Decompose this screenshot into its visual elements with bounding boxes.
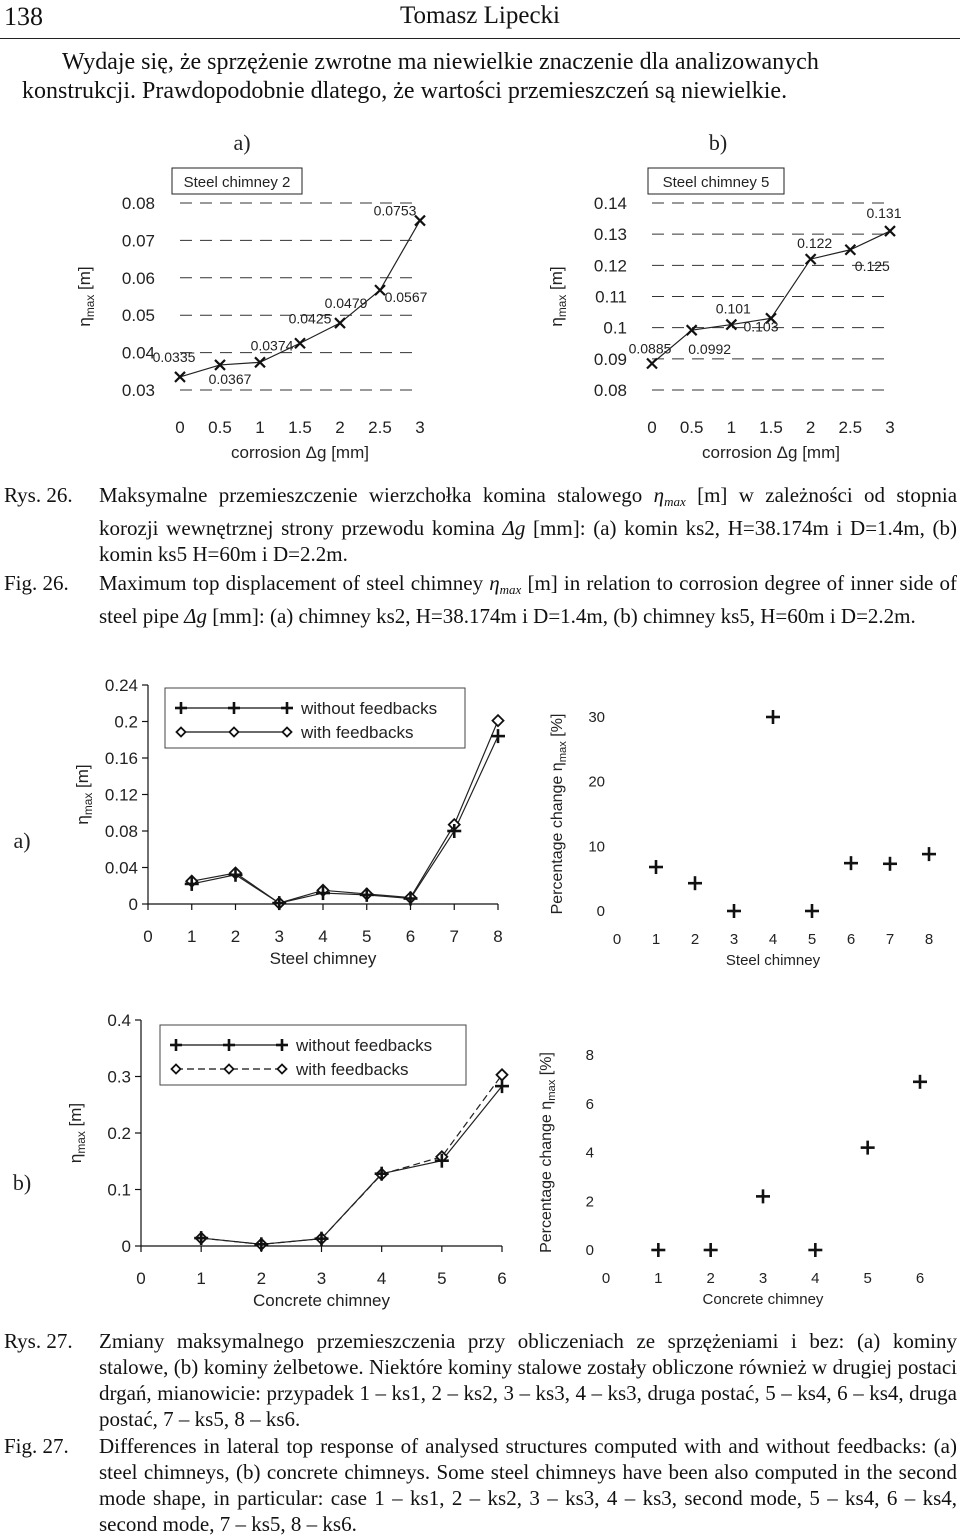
series-line-with-feedbacks (201, 1075, 502, 1245)
caption-delta-g: Δg (184, 604, 207, 628)
caption-text: Differences in lateral top response of analysed structures computed with and without feedbacks: (a) steel chimneys, (b) concrete chimneys. Some steel chimneys have been also computed in the second mode shape, in particular: case 1 – ks1, 2 – ks2, 3 – ks3, 4 – ks3, second mode, 5 – ks4, 6 – ks4, second mode, 7 – ks5, 8 – ks6. (99, 1434, 957, 1536)
caption-text: [mm]: (a) chimney ks2, H=38.174m i D=1.4m, (b) chimney ks5, H=60m i D=2.2m. (212, 604, 916, 628)
caption-text: [mm]: (a) komin ks2, (533, 516, 721, 540)
legend-label-with-feedbacks: with feedbacks (296, 1060, 409, 1079)
data-label: 0.0374 (250, 337, 294, 354)
y-tick-label: 0.1 (603, 318, 627, 338)
x-axis-label: Concrete chimney (702, 1291, 824, 1308)
x-tick-label: 2 (690, 931, 700, 948)
x-tick-label: 4 (376, 1269, 387, 1288)
data-point (649, 860, 663, 874)
data-point (913, 1075, 927, 1089)
data-point (194, 1231, 208, 1245)
y-tick-label: 0.12 (593, 256, 627, 276)
chart-concrete-displacement (66, 1011, 509, 1310)
x-tick-label: 2 (256, 1269, 267, 1288)
y-axis-label: Percentage change $\eta_{max}$ [%] (549, 713, 569, 915)
y-tick-label: 0.04 (121, 343, 155, 363)
running-head-author: Tomasz Lipecki (400, 2, 560, 29)
caption-delta-g: Δg (502, 516, 526, 540)
x-tick-label: 7 (885, 931, 895, 948)
caption-text: [m] in relation to corrosion degree of inner side of steel pipe (99, 571, 957, 628)
fig27-label-a: a) (13, 828, 31, 853)
y-tick-label: 30 (588, 709, 605, 726)
x-tick-label: 4 (318, 927, 328, 946)
data-point (885, 226, 895, 236)
series-line-without-feedbacks (192, 736, 498, 903)
caption-text: H=38.174m i D=1.4m, (b) komin ks5 H=60m i D=2.2m. (99, 516, 958, 566)
caption-text: Zmiany maksymalnego przemieszczenia przy obliczeniach ze sprzężeniami i bez: (a) kominy stalowe, (b) kominy żelbetowe. Niektóre kominy stalowe zostały obliczone również w drugiej postaci drgań, mianowicie: przypadek 1 – ks1, 2 – ks2, 3 – ks3, 4 – ks3, druga postać, 5 – ks4, 6 – ks4, druga postać, 7 – ks5, 8 – ks6. (99, 1329, 957, 1431)
y-axis-label: Percentage change $\eta_{max}$ [%] (538, 1052, 558, 1253)
series-line-without-feedbacks (201, 1086, 502, 1244)
x-tick-label: 1 (255, 418, 265, 437)
x-axis-label: Concrete chimney (252, 1291, 391, 1310)
caption-sub: max (664, 494, 686, 509)
data-point (806, 254, 816, 264)
data-point (808, 1243, 822, 1257)
fig27-caption-en (4, 1433, 960, 1537)
x-tick-label: 3 (885, 418, 895, 437)
data-point (647, 359, 657, 369)
fig26-label-a: a) (233, 130, 251, 155)
y-tick-label: 2 (585, 1193, 594, 1211)
data-label: 0.125 (854, 257, 890, 274)
caption-sub: max (499, 582, 522, 597)
x-tick-label: 3 (415, 418, 425, 437)
data-point (805, 904, 819, 918)
y-tick-label: 4 (585, 1144, 594, 1162)
x-tick-label: 5 (437, 1269, 447, 1288)
x-tick-label: 0.5 (679, 418, 704, 437)
caption-label: Rys. 27. (4, 1329, 73, 1353)
y-tick-label: 6 (585, 1095, 594, 1113)
y-tick-label: 8 (585, 1047, 594, 1064)
y-tick-label: 0.05 (121, 306, 155, 326)
x-tick-label: 6 (497, 1269, 507, 1288)
x-tick-label: 2 (335, 418, 345, 437)
fig26-caption-en (4, 570, 960, 660)
y-axis-label: $\eta_{max}$ [m] (73, 764, 95, 825)
data-point (766, 710, 780, 724)
y-tick-label: 0.11 (595, 287, 627, 307)
x-tick-label: 0 (612, 931, 622, 948)
y-tick-label: 0.07 (121, 231, 155, 251)
caption-eta: η (653, 483, 665, 507)
data-point (845, 245, 855, 255)
data-point (922, 847, 936, 861)
intro-line-2: konstrukcji. Prawdopodobnie dlatego, że wartości przemieszczeń są niewielkie. (22, 78, 788, 104)
data-label: 0.0367 (208, 370, 252, 387)
data-label: 0.0753 (373, 202, 417, 219)
y-axis-label: $\eta_{max}$ [m] (66, 1102, 88, 1164)
y-tick-label: 20 (588, 773, 605, 791)
data-label: 0.0567 (384, 289, 428, 306)
x-tick-label: 8 (924, 931, 934, 948)
y-axis-label: $\eta_{max}$ [m] (75, 266, 97, 327)
y-tick-label: 0.12 (104, 785, 138, 805)
figure-26 (0, 125, 960, 470)
x-tick-label: 1 (726, 418, 737, 437)
intro-paragraph (22, 48, 960, 106)
data-label: 0.0885 (628, 340, 672, 357)
data-label: 0.0992 (688, 341, 732, 358)
running-header (0, 0, 960, 39)
y-tick-label: 0.2 (114, 712, 138, 732)
y-tick-label: 0 (596, 903, 605, 920)
x-tick-label: 0 (136, 1269, 146, 1288)
caption-text: Maximum top displacement of steel chimney (99, 571, 484, 595)
figure-27 (0, 670, 960, 1325)
x-tick-label: 3 (274, 927, 284, 946)
data-point (272, 896, 286, 910)
data-point (335, 318, 345, 328)
data-point (229, 868, 243, 882)
data-label: 0.0479 (324, 295, 368, 312)
y-tick-label: 0.09 (593, 349, 627, 369)
legend-label-without-feedbacks: without feedbacks (296, 1036, 433, 1055)
x-tick-label: 6 (846, 931, 856, 948)
x-tick-label: 0 (601, 1270, 611, 1287)
chart-steel-chimney-2 (75, 168, 428, 462)
x-tick-label: 2 (706, 1270, 715, 1287)
x-tick-label: 6 (405, 927, 416, 946)
data-point (360, 888, 374, 902)
x-axis-label: Steel chimney (725, 952, 821, 969)
data-label: 0.101 (715, 300, 751, 317)
x-tick-label: 2 (805, 418, 816, 437)
data-point (185, 877, 199, 891)
data-point (861, 1141, 875, 1155)
caption-text: [m] w zależności od stopnia korozji wewnętrznej strony przewodu komina (99, 483, 958, 540)
y-axis-label: $\eta_{max}$ [m] (547, 266, 569, 327)
x-tick-label: 1.5 (759, 418, 783, 437)
data-label: 0.0425 (288, 310, 332, 327)
legend-label-without-feedbacks: without feedbacks (301, 699, 438, 718)
x-tick-label: 0 (143, 927, 153, 946)
fig26-label-b: b) (708, 130, 728, 155)
y-tick-label: 0 (585, 1242, 594, 1259)
x-tick-label: 3 (758, 1270, 768, 1287)
x-tick-label: 0.5 (208, 418, 232, 437)
y-tick-label: 0 (121, 1237, 131, 1256)
y-tick-label: 0.16 (104, 749, 138, 768)
y-tick-label: 0.08 (121, 194, 155, 213)
y-tick-label: 0.4 (107, 1011, 131, 1030)
y-tick-label: 0.08 (593, 381, 627, 400)
x-tick-label: 5 (863, 1270, 872, 1287)
legend-label-with-feedbacks: with feedbacks (301, 723, 414, 742)
x-tick-label: 5 (362, 927, 372, 946)
data-point (727, 904, 741, 918)
y-tick-label: 0 (128, 895, 138, 914)
caption-label: Fig. 26. (4, 571, 69, 595)
fig27-caption-pl (4, 1328, 960, 1436)
x-axis-label: corrosion Δg [mm] (231, 443, 369, 462)
chart-title: Steel chimney 2 (183, 174, 291, 191)
data-label: 0.103 (743, 318, 779, 335)
x-axis-label: Steel chimney (269, 949, 377, 968)
y-tick-label: 0.13 (593, 225, 627, 245)
data-point (415, 216, 425, 226)
x-axis-label: corrosion Δg [mm] (702, 443, 840, 462)
x-tick-label: 0 (175, 418, 185, 437)
y-tick-label: 0.03 (121, 381, 155, 400)
y-tick-label: 0.14 (593, 194, 627, 213)
x-tick-label: 4 (811, 1270, 820, 1287)
data-point (844, 856, 858, 870)
chart-steel-percentage-change (549, 709, 936, 969)
x-tick-label: 5 (807, 931, 817, 948)
x-tick-label: 0 (647, 418, 657, 437)
data-label: 0.131 (866, 205, 902, 222)
fig26-caption-pl (4, 482, 960, 572)
x-tick-label: 6 (915, 1270, 925, 1287)
x-tick-label: 8 (493, 927, 503, 946)
x-tick-label: 1 (187, 927, 197, 946)
y-tick-label: 0.2 (107, 1124, 131, 1143)
x-tick-label: 2 (230, 927, 241, 946)
data-point (493, 715, 504, 726)
x-tick-label: 1 (651, 931, 661, 948)
caption-label: Fig. 27. (4, 1434, 69, 1458)
data-point (497, 1069, 508, 1080)
caption-label: Rys. 26. (4, 483, 73, 507)
y-tick-label: 0.3 (107, 1067, 131, 1087)
x-tick-label: 1 (196, 1269, 206, 1288)
chart-concrete-percentage-change (538, 1047, 927, 1308)
x-tick-label: 1.5 (288, 418, 312, 437)
y-tick-label: 0.24 (104, 676, 138, 695)
data-point (688, 876, 702, 890)
y-tick-label: 10 (588, 838, 605, 856)
chart-title: Steel chimney 5 (662, 174, 770, 191)
x-tick-label: 3 (729, 931, 739, 948)
caption-eta: η (489, 571, 500, 595)
fig27-label-b: b) (12, 1170, 32, 1195)
intro-line-1: Wydaje się, że sprzężenie zwrotne ma niewielkie znaczenie dla analizowanych (62, 49, 819, 75)
y-tick-label: 0.08 (104, 822, 138, 841)
data-point (254, 1237, 268, 1251)
x-tick-label: 7 (449, 927, 459, 946)
data-point (375, 285, 385, 295)
caption-text: Maksymalne przemieszczenie wierzchołka komina stalowego (99, 483, 643, 507)
data-point (756, 1189, 770, 1203)
x-tick-label: 3 (316, 1269, 327, 1288)
data-label: 0.122 (797, 235, 833, 252)
y-tick-label: 0.06 (121, 268, 155, 288)
data-point (883, 857, 897, 871)
y-tick-label: 0.04 (104, 858, 138, 878)
chart-steel-chimney-5 (547, 168, 902, 462)
data-point (704, 1243, 718, 1257)
chart-steel-displacement (73, 676, 505, 968)
data-point (175, 372, 185, 382)
data-point (651, 1243, 665, 1257)
page-number: 138 (4, 2, 43, 31)
x-tick-label: 4 (768, 931, 778, 948)
x-tick-label: 2.5 (368, 418, 392, 437)
y-tick-label: 0.1 (107, 1180, 131, 1200)
data-point (316, 886, 330, 900)
x-tick-label: 1 (654, 1270, 663, 1287)
x-tick-label: 2.5 (838, 418, 863, 437)
data-point (295, 338, 305, 348)
data-label: 0.0335 (152, 348, 196, 365)
